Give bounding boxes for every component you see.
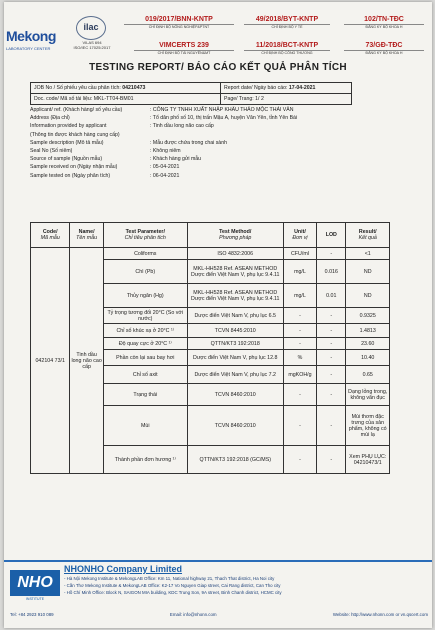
cell-param: Chì (Pb) bbox=[103, 260, 187, 284]
cell-method: Dược điển Việt Nam V, phụ lục 7.2 bbox=[187, 366, 283, 384]
lab-logo-sub: LABORATORY CENTER bbox=[6, 46, 51, 51]
cell-unit: mgKOH/g bbox=[283, 366, 316, 384]
info-row bbox=[30, 131, 360, 139]
footer-address: - Hồ Chí Minh Office: Block N, SAIGON MIA building, KDC Trung Son, 9A street, Binh Chanh district, HCMC city bbox=[64, 589, 282, 595]
info-value: : Tinh dầu long não cao cấp bbox=[150, 123, 214, 130]
cert-4 bbox=[134, 42, 234, 55]
sample-name: Tinh dầu long não cao cấp bbox=[70, 248, 103, 474]
cert-code: 102/TN-TĐC bbox=[364, 16, 404, 23]
info-value: : CÔNG TY TNHH XUẤT NHẬP KHẨU THẢO MỘC THÁI VÂN bbox=[150, 107, 294, 113]
footer-website: Website: http://www.nhonn.com or vn.qscert.com bbox=[332, 612, 428, 617]
cell-method: TCVN 8460:2010 bbox=[187, 384, 283, 406]
cell-lod: 0.01 bbox=[317, 284, 346, 308]
cell-param: Thủy ngân (Hg) bbox=[103, 284, 187, 308]
info-value bbox=[150, 131, 360, 139]
info-row bbox=[30, 106, 360, 114]
report-date-label: Report date/ Ngày báo cáo: bbox=[224, 85, 288, 91]
report-sheet bbox=[4, 2, 432, 628]
cell-lod: - bbox=[317, 366, 346, 384]
table-row bbox=[31, 248, 390, 260]
cell-method: MKL-HH528 Ref. ASEAN METHOD Dược điển Việt Nam V, phụ lục 9.4.11 bbox=[187, 284, 283, 308]
info-value: : 06-04-2021 bbox=[150, 172, 180, 179]
cell-lod: - bbox=[317, 446, 346, 474]
cell-result: 10.40 bbox=[346, 350, 390, 366]
info-label: Sample description (Mô tả mẫu) bbox=[30, 139, 104, 146]
col-result: Result/ Kết quả bbox=[346, 223, 390, 248]
cell-lod: - bbox=[317, 324, 346, 338]
info-row bbox=[30, 163, 360, 171]
sample-info bbox=[30, 106, 360, 180]
info-row bbox=[30, 139, 360, 147]
cell-result: 0.65 bbox=[346, 366, 390, 384]
cell-unit: CFU/ml bbox=[283, 248, 316, 260]
doc-code-label: Doc. code/ Mã số tài liệu: bbox=[34, 96, 93, 102]
table-header-row bbox=[31, 223, 390, 248]
cell-unit: mg/L bbox=[283, 260, 316, 284]
info-label: Seal No (Số niêm) bbox=[30, 148, 73, 155]
footer-contact bbox=[10, 612, 428, 617]
cert-sub: CHỈ ĐỊNH BỘ TÀI NGUYÊN&MT bbox=[134, 50, 234, 55]
info-row bbox=[30, 147, 360, 155]
cell-unit: - bbox=[283, 308, 316, 324]
info-label: Applicant/ ref. (Khách hàng/ số yêu cầu) bbox=[30, 107, 123, 113]
cert-code: 019/2017/BNN-KNTP bbox=[145, 16, 213, 23]
cell-lod: - bbox=[317, 406, 346, 446]
cert-sub: ĐĂNG KÝ BỘ KHOA H bbox=[344, 24, 424, 29]
cell-lod: - bbox=[317, 308, 346, 324]
vilas-code: VILAS 694 bbox=[82, 40, 102, 45]
cell-param: Độ quay cực ở 20°C ¹⁾ bbox=[103, 338, 187, 350]
info-row bbox=[30, 155, 360, 163]
lab-logo: Mekong bbox=[6, 28, 56, 44]
nho-logo-sub: INSTITUTE bbox=[25, 597, 45, 601]
info-row bbox=[30, 172, 360, 180]
cert-code: 73/GĐ-TĐC bbox=[365, 42, 403, 49]
col-parameter: Test Parameter/ Chỉ tiêu phân tích bbox=[103, 223, 187, 248]
cert-sub: ĐĂNG KÝ BỘ KHOA H bbox=[344, 50, 424, 55]
cell-unit: % bbox=[283, 350, 316, 366]
cell-unit: - bbox=[283, 384, 316, 406]
cell-param: Mùi bbox=[103, 406, 187, 446]
cert-2 bbox=[244, 16, 330, 29]
footer-email: Email: info@nhonn.com bbox=[169, 612, 217, 617]
cert-code: VIMCERTS 239 bbox=[159, 42, 209, 49]
results-table bbox=[30, 222, 390, 474]
info-label: Sample received on (Ngày nhận mẫu) bbox=[30, 164, 118, 171]
cell-result: ND bbox=[346, 260, 390, 284]
cell-unit: - bbox=[283, 324, 316, 338]
cell-lod: - bbox=[317, 248, 346, 260]
cell-lod: - bbox=[317, 350, 346, 366]
cell-method: Dược điển Việt Nam V, phụ lục 12.8 bbox=[187, 350, 283, 366]
footer-divider bbox=[4, 560, 432, 562]
cell-unit: - bbox=[283, 446, 316, 474]
cell-param: Tỷ trọng tương đối 20°C (So với nước) bbox=[103, 308, 187, 324]
col-code: Code/ Mã mẫu bbox=[31, 223, 70, 248]
report-title: TESTING REPORT/ BÁO CÁO KẾT QUẢ PHÂN TÍCH bbox=[89, 62, 347, 73]
cell-result: 23.60 bbox=[346, 338, 390, 350]
doc-code: MKL-TT04-BM01 bbox=[93, 96, 134, 102]
cell-param: Chỉ số khúc xạ ở 20°C ¹⁾ bbox=[103, 324, 187, 338]
job-box bbox=[30, 82, 352, 105]
cell-param: Phần còn lại sau bay hơi bbox=[103, 350, 187, 366]
cell-lod: - bbox=[317, 338, 346, 350]
report-date: 17-04-2021 bbox=[288, 85, 316, 91]
cell-result: Xem PHỤ LỤC: 04210473/1 bbox=[346, 446, 390, 474]
cell-method: QTTN/KT3 192:2018 (GC/MS) bbox=[187, 446, 283, 474]
cell-param: Coliforms bbox=[103, 248, 187, 260]
cell-result: 0.9325 bbox=[346, 308, 390, 324]
cert-6 bbox=[344, 42, 424, 55]
col-name: Name/ Tên mẫu bbox=[70, 223, 103, 248]
job-label: JOB No / Số phiếu yêu cầu phân tích: bbox=[34, 85, 121, 91]
cert-1 bbox=[124, 16, 234, 29]
cell-lod: 0.016 bbox=[317, 260, 346, 284]
iso-code: ISO/IEC 17025:2017 bbox=[73, 45, 111, 50]
cell-unit: mg/L bbox=[283, 284, 316, 308]
info-row bbox=[30, 122, 360, 130]
info-label: Information provided by applicant bbox=[30, 123, 107, 130]
info-value: : Khách hàng gửi mẫu bbox=[150, 156, 202, 163]
cell-method: MKL-HH528 Ref. ASEAN METHOD Dược điển Việt Nam V, phụ lục 9.4.11 bbox=[187, 260, 283, 284]
footer-addresses bbox=[64, 576, 428, 596]
cert-sub: CHỈ ĐỊNH BỘ NÔNG NGHIỆP&PTNT bbox=[124, 24, 234, 29]
footer-tel: Tel: +84 2923 910 089 bbox=[10, 612, 54, 617]
cert-3 bbox=[344, 16, 424, 29]
footer-address: - Hà Nội Mekong Institute & MekongLAB Office: Km 11, National highway 21, Thach That district, Ha Noi city bbox=[64, 576, 275, 581]
cell-method: TCVN 8445:2010 bbox=[187, 324, 283, 338]
job-number: 04210473 bbox=[122, 85, 146, 91]
cell-method: Dược điển Việt Nam V, phụ lục 6.5 bbox=[187, 308, 283, 324]
cell-result: 1.4813 bbox=[346, 324, 390, 338]
cell-method: ISO 4832:2006 bbox=[187, 248, 283, 260]
col-lod: LOD bbox=[317, 223, 346, 248]
footer-address: - Cần Thơ Mekong Institute & MekongLAB Office: K2-17 Vo Nguyen Giap street, Cai Rang district, Can Tho city bbox=[64, 582, 281, 588]
ilac-logo: ilac bbox=[76, 16, 106, 40]
cell-method: QTTN/KT3 192:2018 bbox=[187, 338, 283, 350]
cert-sub: CHỈ ĐỊNH BỘ CÔNG THƯƠNG bbox=[244, 50, 330, 55]
info-value: : Mẫu được chứa trong chai sành bbox=[150, 139, 227, 146]
info-value: : 05-04-2021 bbox=[150, 164, 180, 171]
cell-result: Dạng lỏng trong, không vẩn đục bbox=[346, 384, 390, 406]
cell-result: ND bbox=[346, 284, 390, 308]
cell-unit: - bbox=[283, 406, 316, 446]
cell-param: Trạng thái bbox=[103, 384, 187, 406]
info-label: Source of sample (Nguồn mẫu) bbox=[30, 156, 103, 163]
sample-code: 042104 73/1 bbox=[31, 248, 70, 474]
cell-result: Mùi thơm đặc trưng của sản phẩm, không có mùi lạ bbox=[346, 406, 390, 446]
nho-logo: NHO bbox=[10, 570, 60, 596]
cert-code: 11/2018/BCT-KNTP bbox=[255, 42, 319, 49]
info-value: : Tổ dân phố số 10, thị trấn Mậu A, huyện Văn Yên, tỉnh Yên Bái bbox=[150, 115, 298, 122]
cell-param: Thành phần đơn hương ¹⁾ bbox=[103, 446, 187, 474]
footer-company: NHONHO Company Limited bbox=[64, 564, 183, 574]
cert-code: 49/2018/BYT-KNTP bbox=[255, 16, 319, 23]
info-value: : Không niêm bbox=[150, 148, 181, 155]
cell-param: Chỉ số axit bbox=[103, 366, 187, 384]
cell-result: <1 bbox=[346, 248, 390, 260]
cell-unit: - bbox=[283, 338, 316, 350]
cert-sub: CHỈ ĐỊNH BỘ Y TẾ bbox=[244, 24, 330, 29]
info-row bbox=[30, 114, 360, 122]
col-method: Test Method/ Phương pháp bbox=[187, 223, 283, 248]
info-label: Sample tested on (Ngày phân tích) bbox=[30, 172, 111, 179]
col-unit: Unit/ Đơn vị bbox=[283, 223, 316, 248]
header bbox=[4, 6, 432, 68]
page-label: Page/ Trang: bbox=[224, 96, 254, 102]
info-label: (Thông tin được khách hàng cung cấp) bbox=[30, 131, 120, 138]
cert-5 bbox=[244, 42, 330, 55]
page-value: 1/ 2 bbox=[255, 96, 264, 102]
cell-lod: - bbox=[317, 384, 346, 406]
info-label: Address (Địa chỉ) bbox=[30, 115, 70, 122]
cell-method: TCVN 8460:2010 bbox=[187, 406, 283, 446]
accreditation-text bbox=[70, 40, 114, 50]
